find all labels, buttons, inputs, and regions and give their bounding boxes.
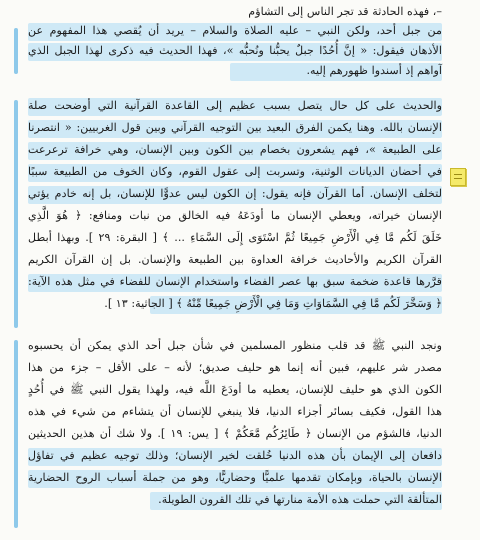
text-line: الدنيا، فالشؤم من الإنسان ﴿ طَائِرُكُم مَّعَكُمْ ﴾ [ يس: ١٩ ]. ولا شك أن هذين الحديثين [28, 427, 442, 440]
text-line: على الطبيعة »، فهم يشعرون بخصام بين الكون وبين الإنسان، وهي خرافة ترعرعت [28, 142, 442, 160]
margin-highlight-bar [14, 100, 18, 328]
text-line: مصدر شر عليهم، فبين أنه إنما هو حليف صديق؛ لأنه – على الأقل – جزء من هذا [28, 361, 442, 374]
text-line: من جبل أحد، ولكن النبي – عليه الصلاة والسلام – يريد أن يُقصي هذا المفهوم عن [28, 23, 442, 41]
text-line: –، فهذه الحادثة قد تجر الناس إلى التشاؤم [248, 5, 442, 18]
text-line: دافعان إلى الإيمان بأن هذه الدنيا خُلقت لخير الإنسان؛ وذلك توجيه عظيم في تفاؤل [28, 448, 442, 466]
text-line: الكون الذي هو حليف للإنسان، يعطيه ما أودَعَ اللَّه فيه، ولهذا يقول النبي ﷺ في أُحُدٍ [28, 383, 442, 396]
text-line: في أحضان الديانات الوثنية، وتسربت إلى عقول القوم، وكان الخوف من الطبيعة سببًا [28, 164, 442, 182]
text-line: ونجد النبي ﷺ قد قلب منظور المسلمين في شأن جبل أحد الذي يمكن أن يحسبوه [28, 339, 442, 352]
text-line: هذا القول، فكيف بسائر أجزاء الدنيا، فلا ينبغي للإنسان أن يتشاءم من شيء في هذه [28, 405, 442, 418]
text-line: الإنسان بالله. وهنا يكمن الفرق البعيد بين التوجيه القرآني وبين قول الغربيين: « انتصرنا [28, 120, 442, 138]
text-line: قرَّرها قاعدة ضخمة سبق بها عصر الفضاء واستخدام الإنسان للفضاء في مثل هذه الآية: [28, 274, 442, 292]
text-line: الإنسان بالحياة، وبإمكان تقدمها علميًّا وحضاريًّا، وهو من جملة أسباب الروح الحضارية [28, 470, 442, 488]
text-line: لتخلف الإنسان. أما القرآن فإنه يقول: إن الكون ليس عدوًّا للإنسان، بل إنه خادم يؤتي [28, 186, 442, 204]
text-line: الأذهان فيقول: « إنَّ أُحُدًا جبلٌ يحبُّنا ونُحبُّه »، فهذا الحديث فيه ذكرى لهذا الجبل الذي [28, 43, 442, 61]
margin-highlight-bar [14, 340, 18, 528]
text-line: الإنسان خيراته، ويعطي الإنسان ما أودَعَهُ فيه الخالق من نبات ومنافع: ﴿ هُوَ الَّذِي [28, 209, 442, 222]
text-line: المتألقة التي حملت هذه الأمة منارتها في تلك القرون الطويلة. [150, 492, 442, 510]
text-line: والحديث على كل حال يتصل بسبب عظيم إلى القاعدة القرآنية التي أوضحت صلة [28, 98, 442, 116]
text-line: آواهم إذ أسندوا ظهورهم إليه. [230, 63, 442, 81]
text-line: ﴿ وَسَخَّرَ لَكُم مَّا فِي السَّمَاوَاتِ وَمَا فِي الْأَرْضِ جَمِيعًا مِّنْهُ ﴾ [ الجاثية: ١٣ ]. [150, 296, 442, 314]
text-line: خَلَقَ لَكُم مَّا فِي الْأَرْضِ جَمِيعًا ثُمَّ اسْتَوَى إِلَى السَّمَاءِ ... ﴾ [ البقرة: ٢٩ ]. وبهذا أبطل [28, 231, 442, 244]
sticky-note-icon[interactable] [450, 168, 466, 186]
margin-highlight-bar [14, 28, 18, 74]
text-line: القرآن الكريم والأحاديث خرافة العداوة بين الطبيعة والإنسان. بل إن القرآن الكريم [28, 253, 442, 266]
